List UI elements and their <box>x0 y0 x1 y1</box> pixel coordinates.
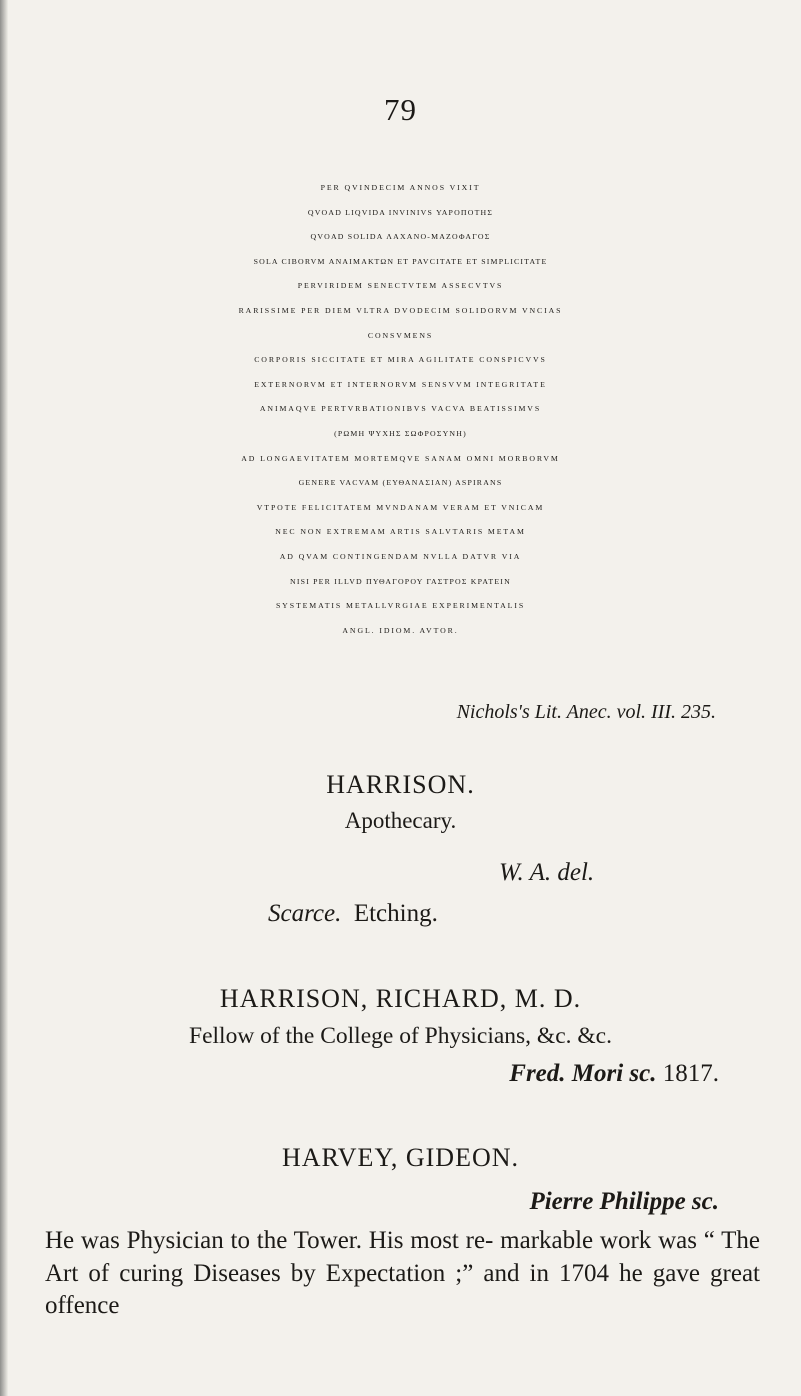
print-note <box>268 900 438 928</box>
inscription-line: QVOAD LIQVIDA INVINIVS ΥΑΡΟΠΟΤΗΣ <box>307 207 494 217</box>
entry-heading-harrison: HARRISON. <box>326 770 475 799</box>
inscription-line: NEC NON EXTREMAM ARTIS SALVTARIS METAM <box>275 527 526 537</box>
inscription-line: SOLA CIBORVM ΑΝΑΙΜΑΚΤΩΝ ET PAVCITATE ET SIMPLICITATE <box>253 256 548 266</box>
inscription-line: VTPOTE FELICITATEM MVNDANAM VERAM ET VNICAM <box>256 502 545 512</box>
engraver-name: Fred. Mori sc. <box>509 1060 657 1087</box>
inscription-line: SYSTEMATIS METALLVRGIAE EXPERIMENTALIS <box>275 601 526 611</box>
inscription-line: RARISSIME PER DIEM VLTRA DVODECIM SOLIDORVM VNCIAS <box>238 305 563 315</box>
engraver-credit: Pierre Philippe sc. <box>529 1188 719 1215</box>
page-number: 79 <box>384 92 417 127</box>
biography-paragraph: He was Physician to the Tower. His most re- markable work was “ The Art of curing Diseases by Expectation ;” and in 1704 he gave great offence <box>45 1227 760 1319</box>
inscription-line: QVOAD SOLIDA ΛΑΧΑΝΟ-ΜΑΖΟΦΑΓΟΣ <box>310 232 491 242</box>
inscription-line: ANIMAQVE PERTVRBATIONIBVS VACVA BEATISSIMVS <box>259 404 542 414</box>
entry-heading-harvey-gideon: HARVEY, GIDEON. <box>281 1143 520 1172</box>
inscription-line: GENERE VACVAM (ΕΥΘΑΝΑΣΙΑΝ) ASPIRANS <box>298 478 503 488</box>
inscription-line: PERVIRIDEM SENECTVTEM ASSECVTVS <box>297 281 504 291</box>
inscription-line: AD LONGAEVITATEM MORTEMQVE SANAM OMNI MORBORVM <box>241 453 560 463</box>
artist-credit: W. A. del. <box>499 859 595 886</box>
inscription-line: ANGL. IDIOM. AVTOR. <box>342 625 459 635</box>
inscription-line: AD QVAM CONTINGENDAM NVLLA DATVR VIA <box>279 551 522 561</box>
latin-inscription <box>0 176 801 643</box>
source-citation: Nichols's Lit. Anec. vol. III. 235. <box>456 701 716 723</box>
print-year: 1817. <box>662 1060 719 1087</box>
entry-description: Fellow of the College of Physicians, &c. &c. <box>189 1023 612 1049</box>
inscription-line: EXTERNORVM ET INTERNORVM SENSVVM INTEGRITATE <box>254 379 547 389</box>
inscription-line: NISI PER ILLVD ΠΥΘΑΓΟΡΟΥ ΓΑΣΤΡΟΣ ΚΡΑΤΕΙΝ <box>290 576 511 586</box>
entry-occupation: Apothecary. <box>344 808 457 833</box>
engraver-credit <box>509 1060 719 1088</box>
medium-note: Etching. <box>353 900 438 927</box>
inscription-line: CONSVMENS <box>367 330 434 340</box>
inscription-line: PER QVINDECIM ANNOS VIXIT <box>320 183 481 192</box>
rarity-note: Scarce. <box>268 900 342 927</box>
entry-heading-harrison-richard: HARRISON, RICHARD, M. D. <box>219 984 582 1013</box>
inscription-line: CORPORIS SICCITATE ET MIRA AGILITATE CONSPICVVS <box>254 355 547 365</box>
inscription-line: (ΡΩΜΗ ΨΥΧΗΣ ΣΩΦΡΟΣΥΝΗ) <box>334 428 467 438</box>
